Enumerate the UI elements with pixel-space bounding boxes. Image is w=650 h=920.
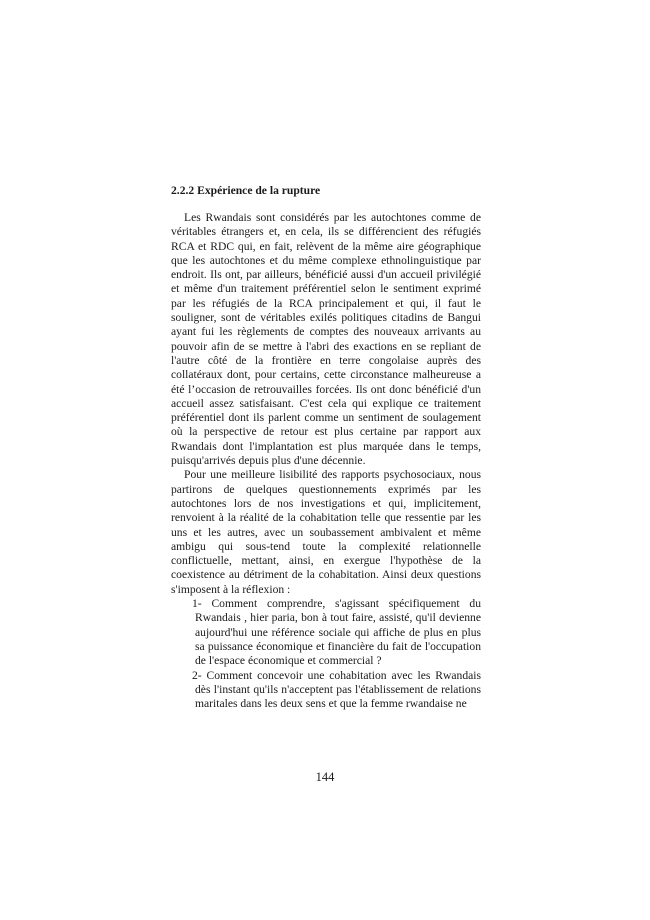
section-heading: 2.2.2 Expérience de la rupture bbox=[171, 184, 321, 197]
paragraph-refugee-treatment: Les Rwandais sont considérés par les autochtones comme de véritables étrangers et, en cela, ils se différencient des réfugiés RCA et RDC qui, en fait, relèvent de la même aire géographique que les autochtones et du même complexe ethnolinguistique par endroit. Ils ont, par ailleurs, bénéficié aussi d'un accueil privilégié et même d'un traitement préférentiel selon le sentiment exprimé par les réfugiés de la RCA principalement et qui, il faut le souligner, sont de véritables exilés politiques citadins de Bangui ayant fui les règlements de comptes des nouveaux arrivants au pouvoir afin de se mettre à l'abri des exactions en se repliant de l'autre côté de la frontière en terre congolaise auprès des collatéraux dont, pour certains, cette circonstance malheureuse a été l’occasion de retrouvailles forcées. Ils ont donc bénéficié d'un accueil assez satisfaisant. C'est cela qui explique ce traitement préférentiel dont ils parlent comme un sentiment de soulagement où la perspective de retour est plus certaine par rapport aux Rwandais dont l'implantation est plus marquée dans le temps, puisqu'arrivés depuis plus d'une décennie. bbox=[171, 211, 481, 468]
question-number: 2- bbox=[192, 668, 207, 682]
questions-list bbox=[171, 597, 481, 711]
body-text bbox=[171, 211, 481, 711]
question-item bbox=[171, 669, 481, 712]
paragraph-psychosocial-relations: Pour une meilleure lisibilité des rapports psychosociaux, nous partirons de quelques questionnements exprimés par les autochtones lors de nos investigations et qui, implicitement, renvoient à la réalité de la cohabitation telle que ressentie par les uns et les autres, avec un soubassement ambivalent et même ambigu qui sous-tend toute la complexité relationnelle conflictuelle, mettant, ainsi, en exergue l'hypothèse de la coexistence au détriment de la cohabitation. Ainsi deux questions s'imposent à la réflexion : bbox=[171, 468, 481, 596]
question-text: Comment comprendre, s'agissant spécifiquement du Rwandais , hier paria, bon à tout faire, assisté, qu'il devienne aujourd'hui une référence sociale qui affiche de plus en plus sa puissance économique et financière du fait de l'occupation de l'espace économique et commercial ? bbox=[195, 597, 481, 668]
question-item bbox=[171, 597, 481, 668]
question-number: 1- bbox=[192, 597, 212, 611]
question-text: Comment concevoir une cohabitation avec les Rwandais dès l'instant qu'ils n'acceptent pas l'établissement de relations maritales dans les deux sens et que la femme rwandaise ne bbox=[195, 668, 482, 711]
page-number: 144 bbox=[315, 770, 335, 784]
